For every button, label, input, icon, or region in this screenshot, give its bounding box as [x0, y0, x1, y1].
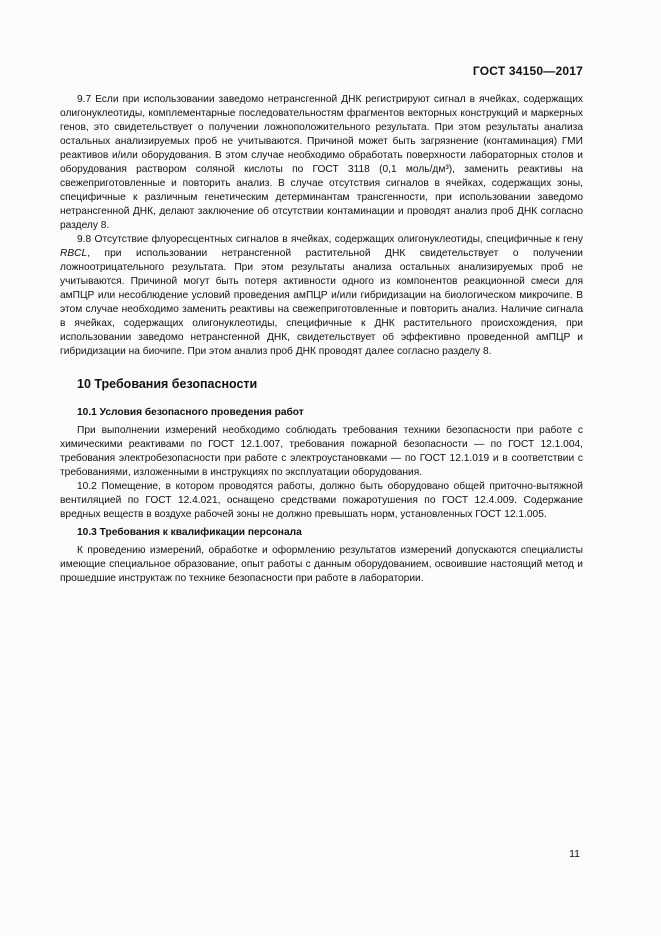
- paragraph-9-7: 9.7 Если при использовании заведомо нетрансгенной ДНК регистрируют сигнал в ячейках, содержащих олигонуклеотиды, комплементарные последовательностям фрагментов векторных конструкций и маркерных генов, это свидетельствует о получении ложноположительного результата. При этом результаты анализа остальных анализируемых проб не учитываются. Причиной может быть загрязнение (контаминация) ГМИ реактивов и/или оборудования. В этом случае необходимо обработать поверхности лабораторных столов и оборудования раствором соляной кислоты по ГОСТ 3118 (0,1 моль/дм³), заменить реактивы на свежеприготовленные и повторить анализ. В случае отсутствия сигналов в ячейках, содержащих зоны, специфичные к различным генетическим детерминантам трансгенности, при использовании заведомо нетрансгенной ДНК, делают заключение об отсутствии контаминации и проводят анализ проб ДНК согласно разделу 8.: [60, 94, 583, 231]
- paragraph-9-8: [60, 233, 583, 359]
- document-body: [60, 93, 583, 586]
- section-10-1-heading: 10.1 Условия безопасного проведения работ: [77, 407, 304, 418]
- paragraph-10-2: 10.2 Помещение, в котором проводятся работы, должно быть оборудовано общей приточно-вытяжной вентиляцией по ГОСТ 12.4.021, оснащено средствами пожаротушения по ГОСТ 12.4.009. Содержание вредных веществ в воздухе рабочей зоны не должно превышать норм, установленных ГОСТ 12.1.005.: [60, 481, 583, 520]
- page-number: 11: [569, 848, 580, 860]
- section-10-3-heading: 10.3 Требования к квалификации персонала: [77, 527, 302, 538]
- paragraph-9-8-part1: 9.8 Отсутствие флуоресцентных сигналов в ячейках, содержащих олигонуклеотиды, специфичные к гену: [77, 234, 583, 245]
- gene-name: RBCL: [60, 248, 88, 259]
- section-10-heading: 10 Требования безопасности: [77, 377, 258, 391]
- document-code: ГОСТ 34150—2017: [472, 64, 583, 78]
- paragraph-10-1: При выполнении измерений необходимо соблюдать требования техники безопасности при работе с химическими реактивами по ГОСТ 12.1.007, требования пожарной безопасности — по ГОСТ 12.1.004, требования электробезопасности при работе с электроустановками — по ГОСТ 12.1.019 и в соответствии с требованиями, изложенными в инструкциях по эксплуатации оборудования.: [60, 425, 583, 478]
- paragraph-9-8-part2: , при использовании нетрансгенной растительной ДНК свидетельствует о получении ложноотрицательного результата. При этом результаты анализа остальных анализируемых проб не учитываются. Причиной могут быть потеря активности одного из компонентов реакционной смеси для амПЦР или несоблюдение условий проведения амПЦР и/или гибридизации на биологическом микрочипе. В этом случае необходимо заменить реактивы на свежеприготовленные и повторить анализ. Наличие сигнала в ячейках, содержащих олигонуклеотиды, специфичные к ДНК растительного происхождения, при использовании заведомо нетрансгенной ДНК, свидетельствует об эффективно проведенной амПЦР и гибридизации на биочипе. При этом анализ проб ДНК проводят далее согласно разделу 8.: [60, 248, 583, 357]
- paragraph-10-3: К проведению измерений, обработке и оформлению результатов измерений допускаются специалисты имеющие специальное образование, опыт работы с данным оборудованием, освоившие настоящий метод и прошедшие инструктаж по технике безопасности при работе в лаборатории.: [60, 545, 583, 584]
